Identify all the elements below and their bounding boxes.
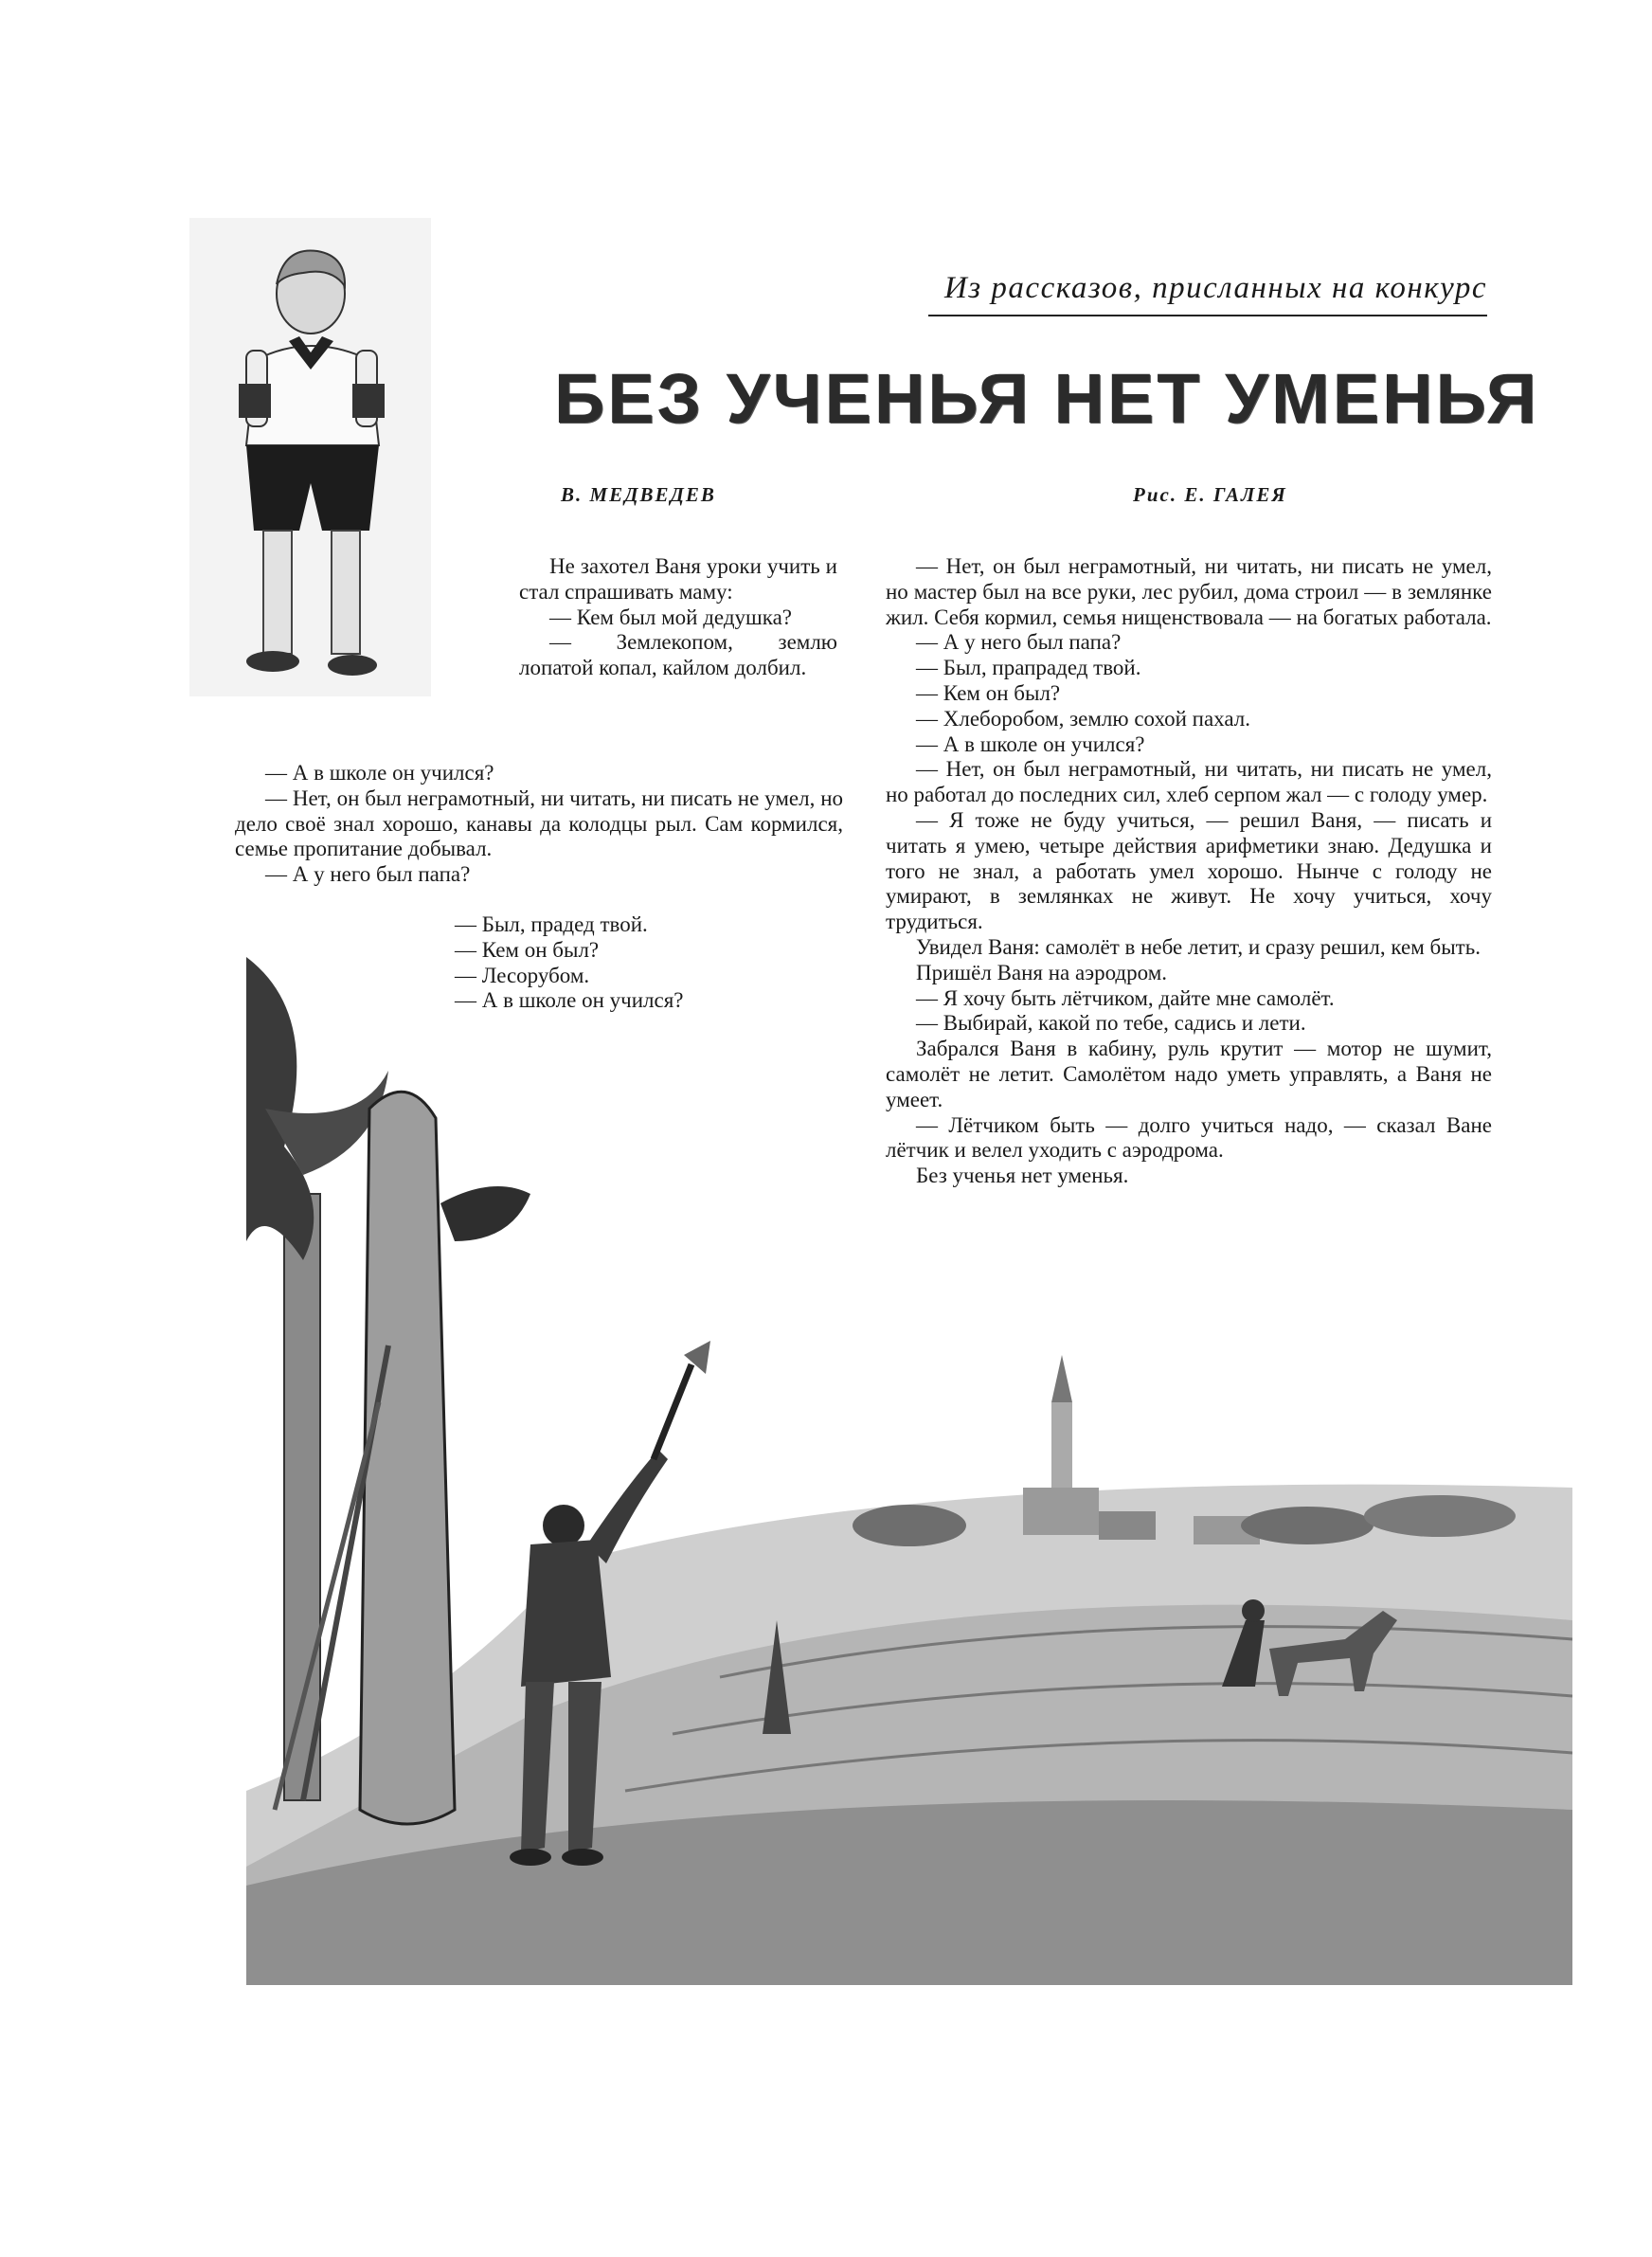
paragraph: — Был, прадед твой. <box>455 912 648 936</box>
paragraph: Пришёл Ваня на аэродром. <box>916 960 1168 984</box>
paragraph: — Землекопом, землю лопатой копал, кайлом долбил. <box>519 630 837 680</box>
author-byline: В. МЕДВЕДЕВ <box>561 483 716 506</box>
paragraph: — Выбирай, какой по тебе, садись и лети. <box>916 1011 1306 1036</box>
story-column-left-mid <box>235 761 843 888</box>
section-label: Из рассказов, присланных на конкурс <box>943 271 1487 305</box>
paragraph: Не захотел Ваня уроки учить и стал спрашивать маму: <box>519 554 837 604</box>
paragraph: — Лесорубом. <box>455 963 590 987</box>
paragraph: — Был, прапрадед твой. <box>916 656 1141 680</box>
paragraph: — Хлеборобом, землю сохой пахал. <box>916 706 1250 731</box>
paragraph: Забрался Ваня в кабину, руль крутит — мотор не шумит, самолёт не летит. Самолётом надо уметь управлять, а Ваня не умеет. <box>886 1037 1492 1111</box>
paragraph: — Нет, он был неграмотный, ни читать, ни писать не умел, но работал до последних сил, хлеб серпом жал — с голоду умер. <box>886 757 1492 807</box>
paragraph: Увидел Ваня: самолёт в небе летит, и сразу решил, кем быть. <box>916 934 1481 959</box>
paragraph: — А в школе он учился? <box>916 731 1145 756</box>
paragraph: — Я хочу быть лётчиком, дайте мне самолёт. <box>916 985 1335 1010</box>
paragraph: — Кем он был? <box>916 680 1061 705</box>
paragraph: — Кем он был? <box>455 937 600 962</box>
paragraph: — А в школе он учился? <box>455 988 684 1013</box>
landscape-illustration <box>246 957 1572 1985</box>
paragraph: Без ученья нет уменья. <box>916 1164 1129 1188</box>
paragraph: — А в школе он учился? <box>265 761 494 785</box>
boy-illustration <box>189 218 431 696</box>
paragraph: — А у него был папа? <box>265 862 471 887</box>
paragraph: — А у него был папа? <box>916 630 1122 655</box>
section-rule <box>928 315 1487 316</box>
illustrator-byline: Рис. Е. ГАЛЕЯ <box>1133 483 1287 506</box>
paragraph: — Кем был мой дедушка? <box>549 605 792 629</box>
paragraph: — Я тоже не буду учиться, — решил Ваня, — писать и читать я умею, четыре действия арифметики знаю. Дедушка и того не знал, а работать умел хорошо. Нынче с голоду не умирают, в землянках не живут. Не хочу учиться, хочу трудиться. <box>886 807 1492 934</box>
paragraph: — Лётчиком быть — долго учиться надо, — сказал Ване лётчик и велел уходить с аэродрома. <box>886 1112 1492 1163</box>
story-column-left-top <box>519 554 837 681</box>
page-title: БЕЗ УЧЕНЬЯ НЕТ УМЕНЬЯ <box>554 359 1539 438</box>
paragraph: — Нет, он был неграмотный, ни читать, ни писать не умел, но дело своё знал хорошо, канавы да колодцы рыл. Сам кормился, семье пропитание добывал. <box>235 785 843 861</box>
paragraph: — Нет, он был неграмотный, ни читать, ни писать не умел, но мастер был на все руки, лес рубил, дома строил — в землянке жил. Себя кормил, семья нищенствовала — на богатых работала. <box>886 554 1492 629</box>
